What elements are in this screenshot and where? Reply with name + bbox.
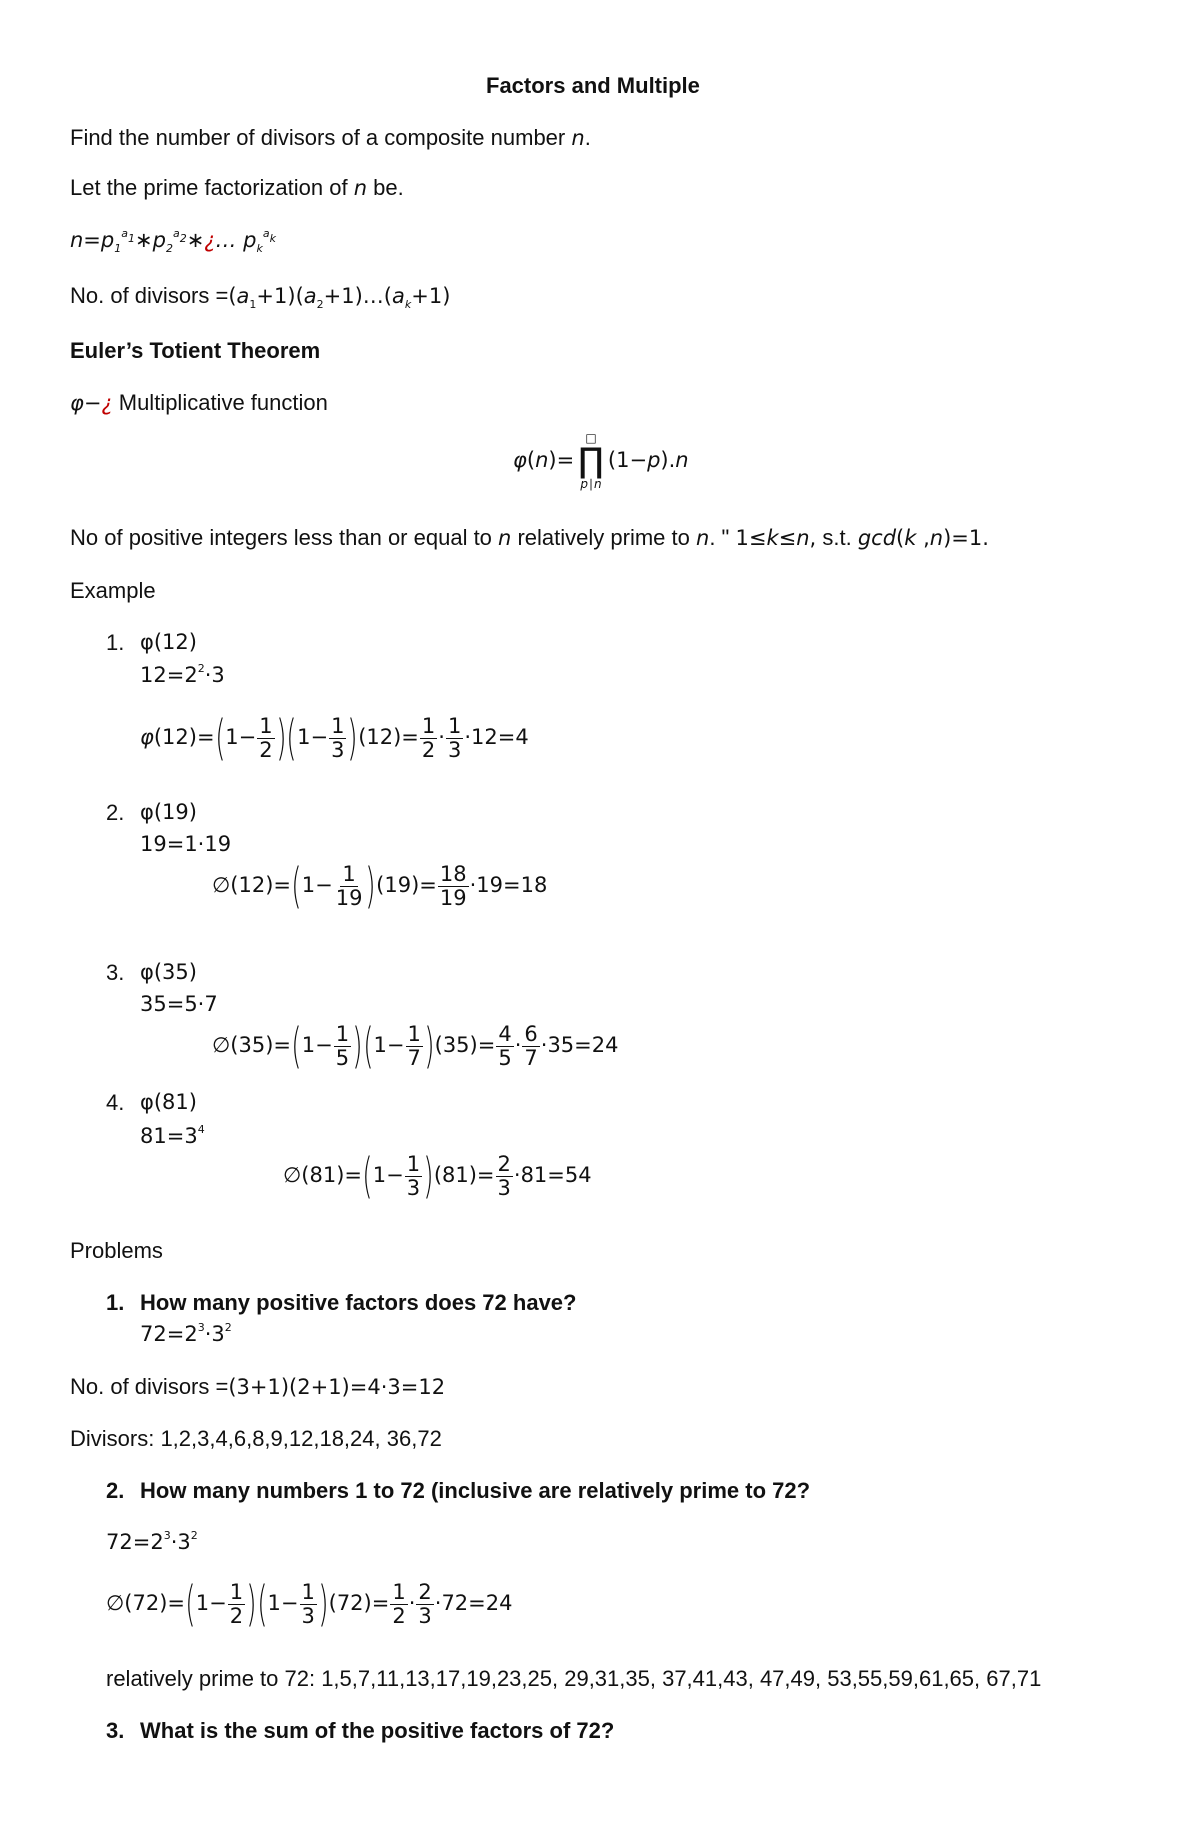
example-2-factorization: 19=1·19 [140,832,232,856]
multiplicative-label: Multiplicative function [118,390,328,415]
example-1-factorization [140,663,225,687]
prime-factorization-line: Let the prime factorization of n be. [70,175,404,200]
example-4-head: φ(81) [140,1090,197,1114]
intro-text: Find the number of divisors of a composite number n. [70,125,591,150]
example-2-number: 2. [106,800,125,825]
example-2-head: φ(19) [140,800,197,824]
factorization-formula: $n=p_1^{a_1}∗p_2^{a_2}∗¿\dots$ $p_k^{a_k}$ [70,227,276,255]
example-3-factorization: 35=5·7 [140,992,218,1016]
example-4-computation: ∅(81)=(1− $\frac{1}{3}$ )(81)= $\frac{2}{3}$ ·81=54 [283,1148,592,1204]
example-1-fact: 12=2 [140,663,198,687]
page-title: Factors and Multiple [486,73,700,98]
divisor-count-formula: No. of divisors $=(a_1+1)(a_2+1)\dots(a_k+1)$ [70,283,451,311]
problem-1-divisor-count [70,1374,445,1400]
relprime-mid: relatively prime to [517,525,690,550]
problem-2-question: How many numbers 1 to 72 (inclusive are relatively prime to 72? [140,1478,811,1503]
problem-2-computation: ∅(72)=(1− $\frac{1}{2}$ )(1− $\frac{1}{3}$ )(72)= $\frac{1}{2}$ · $\frac{2}{3}$ ·72=24 [106,1576,513,1632]
relprime-text: No of positive integers less than or equal to [70,525,492,550]
no-div-label: No. of divisors = [70,283,229,308]
example-label: Example [70,578,156,603]
example-4-number: 4. [106,1090,125,1115]
example-2-computation: ∅(12)=(1− $\frac{1}{19}$ )(19)= $\frac{18}{19}$ ·19=18 [212,858,548,914]
example-4-fact: 81=3 [140,1124,198,1148]
example-4-factorization [140,1124,205,1148]
example-4-exp: 4 [197,1123,205,1136]
problem-2-relprime-list: relatively prime to 72: 1,5,7,11,13,17,19,23,25, 29,31,35, 37,41,43, 47,49, 53,55,59,61,65, 67,71 [106,1666,1042,1691]
phi-product-formula: φ(n)= □ ∏ p∣n (1−p).n [513,431,689,491]
example-1-number: 1. [106,630,125,655]
problem-1-divisor-list: Divisors: 1,2,3,4,6,8,9,12,18,24, 36,72 [70,1426,442,1451]
st-text: s.t. [822,525,852,550]
problem-1-number: 1. [106,1290,125,1315]
example-1-head: φ(12) [140,630,197,654]
example-3-head: φ(35) [140,960,197,984]
problem-3-number: 3. [106,1718,125,1743]
p1-divisor-formula: (3+1)(2+1)=4·3=12 [228,1375,446,1399]
problem-1-question: How many positive factors does 72 have? [140,1290,577,1315]
be-text: be. [373,175,404,200]
intro-sentence: Find the number of divisors of a composite number [70,125,566,150]
example-1-exp: 2 [197,662,205,675]
euler-heading: Euler’s Totient Theorem [70,338,321,363]
problem-1-factorization: $72=2^3\cdot 3^2$ [140,1321,232,1346]
problems-label: Problems [70,1238,163,1263]
example-3-number: 3. [106,960,125,985]
example-1-fact-tail: ·3 [204,663,225,687]
example-3-computation: ∅(35)=(1− $\frac{1}{5}$ )(1− $\frac{1}{7}$ )(35)= $\frac{4}{5}$ · $\frac{6}{7}$ ·35=24 [212,1018,619,1074]
problem-2-factorization: $72=2^3\cdot 3^2$ [106,1529,198,1554]
relprime-definition: No of positive integers less than or equal to n relatively prime to n. " 1≤k≤n, s.t. gcd(k ,n)=1. [70,525,989,550]
phi-definition: φ−¿ Multiplicative function [70,390,328,415]
example-1-computation: φ(12)=(1− $\frac{1}{2}$ )(1− $\frac{1}{3}$ )(12)= $\frac{1}{2}$ · $\frac{1}{3}$ ·12=4 [140,710,529,766]
problem-2-number: 2. [106,1478,125,1503]
p1-no-div-label: No. of divisors = [70,1374,229,1399]
problem-3-question: What is the sum of the positive factors of 72? [140,1718,615,1743]
prime-fact-text: Let the prime factorization of [70,175,348,200]
